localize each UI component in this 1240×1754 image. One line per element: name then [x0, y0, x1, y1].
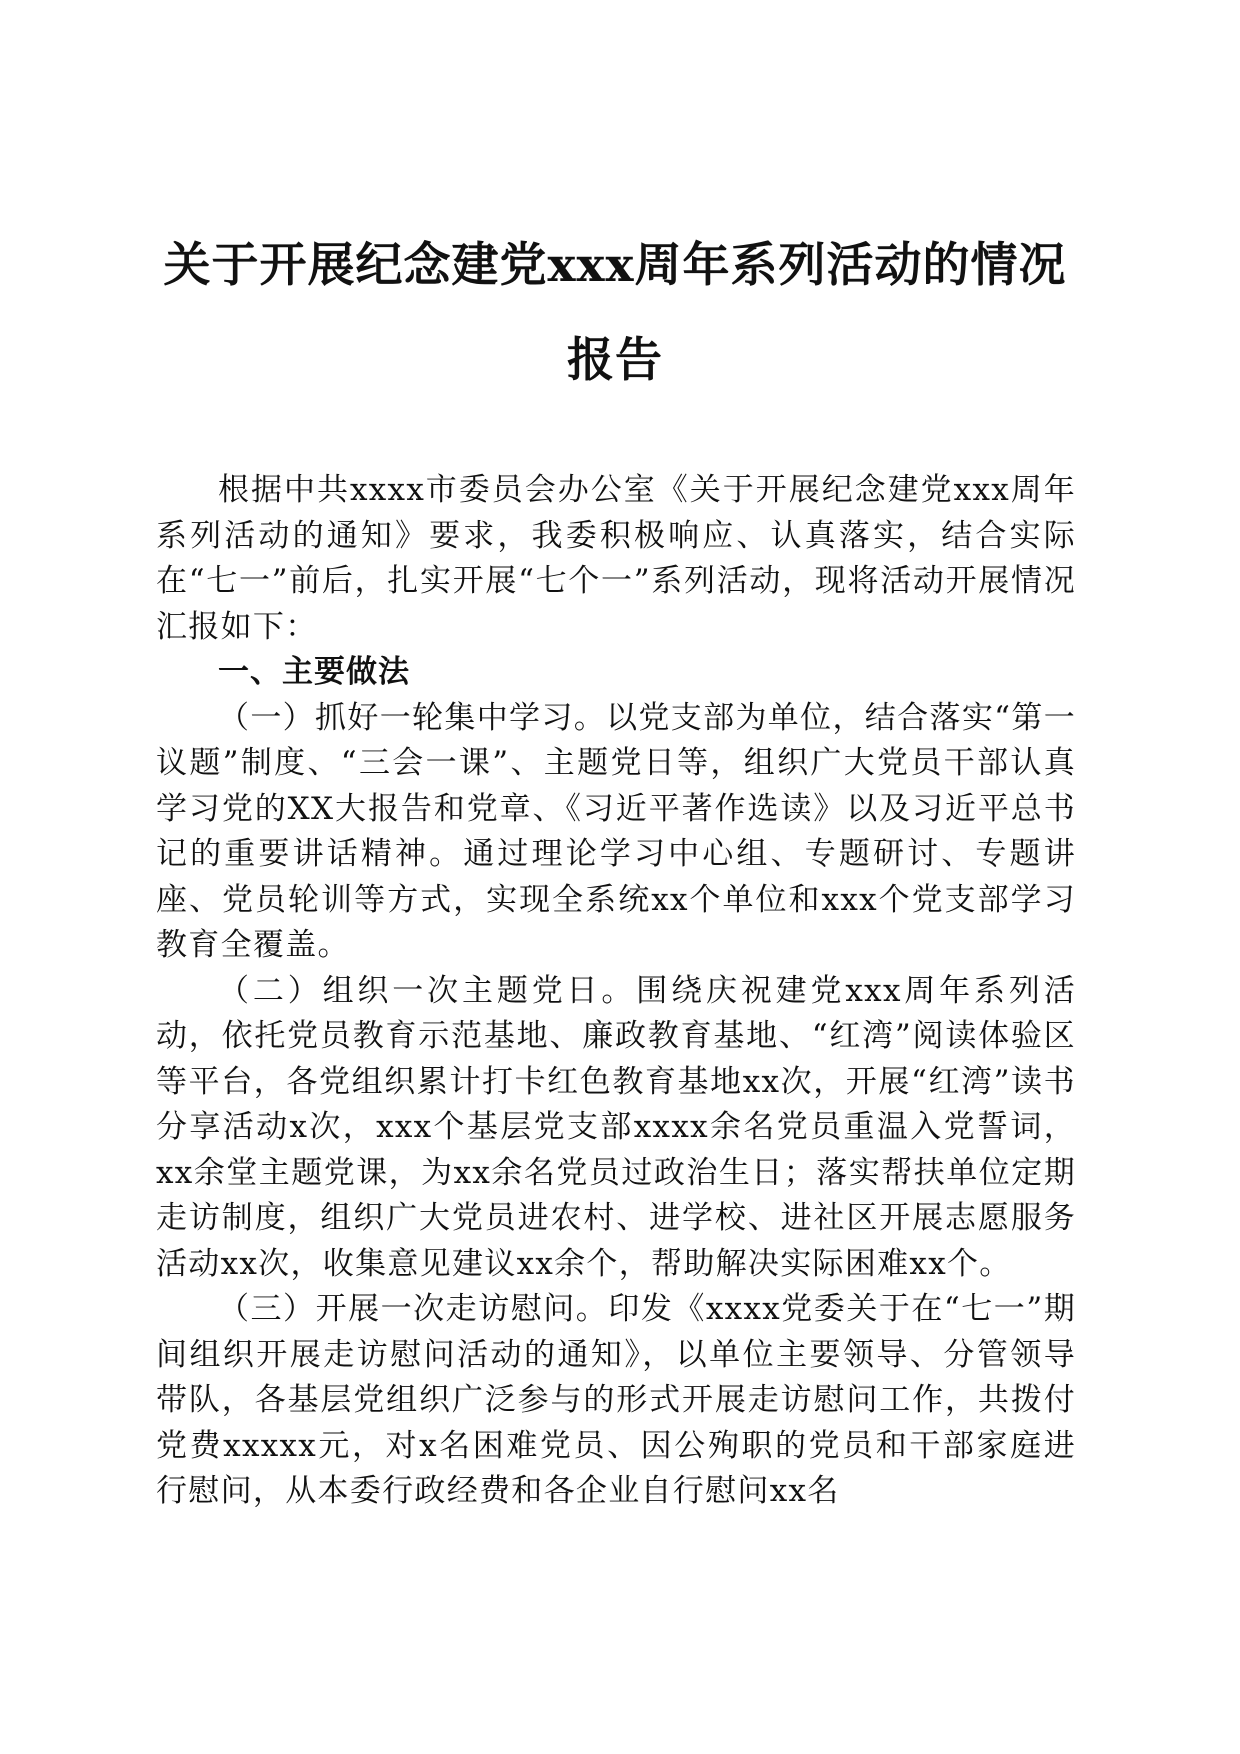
intro-paragraph: 根据中共xxxx市委员会办公室《关于开展纪念建党xxx周年系列活动的通知》要求，我委积极响应、认真落实，结合实际在“七一”前后，扎实开展“七个一”系列活动，现将活动开展情况汇报如下：	[156, 472, 1076, 645]
document-title: 关于开展纪念建党xxx周年系列活动的情况报告	[163, 238, 1067, 388]
item-paragraph-3: （三）开展一次走访慰问。印发《xxxx党委关于在“七一”期间组织开展走访慰问活动的通知》，以单位主要领导、分管领导带队，各基层党组织广泛参与的形式开展走访慰问工作，共拨付党费xxxxx元，对x名困难党员、因公殉职的党员和干部家庭进行慰问，从本委行政经费和各企业自行慰问xx名	[156, 1291, 1076, 1509]
item-paragraph-1: （一）抓好一轮集中学习。以党支部为单位，结合落实“第一议题”制度、“三会一课”、主题党日等，组织广大党员干部认真学习党的XX大报告和党章、《习近平著作选读》以及习近平总书记的重要讲话精神。通过理论学习中心组、专题研讨、专题讲座、党员轮训等方式，实现全系统xx个单位和xxx个党支部学习教育全覆盖。	[156, 699, 1076, 963]
section-heading-main-practices: 一、主要做法	[218, 654, 410, 690]
item-paragraph-2: （二）组织一次主题党日。围绕庆祝建党xxx周年系列活动，依托党员教育示范基地、廉政教育基地、“红湾”阅读体验区等平台，各党组织累计打卡红色教育基地xx次，开展“红湾”读书分享活动x次，xxx个基层党支部xxxx余名党员重温入党誓词，xx余堂主题党课，为xx余名党员过政治生日；落实帮扶单位定期走访制度，组织广大党员进农村、进学校、进社区开展志愿服务活动xx次，收集意见建议xx余个，帮助解决实际困难xx个。	[156, 972, 1076, 1282]
document-body	[156, 468, 1076, 1515]
